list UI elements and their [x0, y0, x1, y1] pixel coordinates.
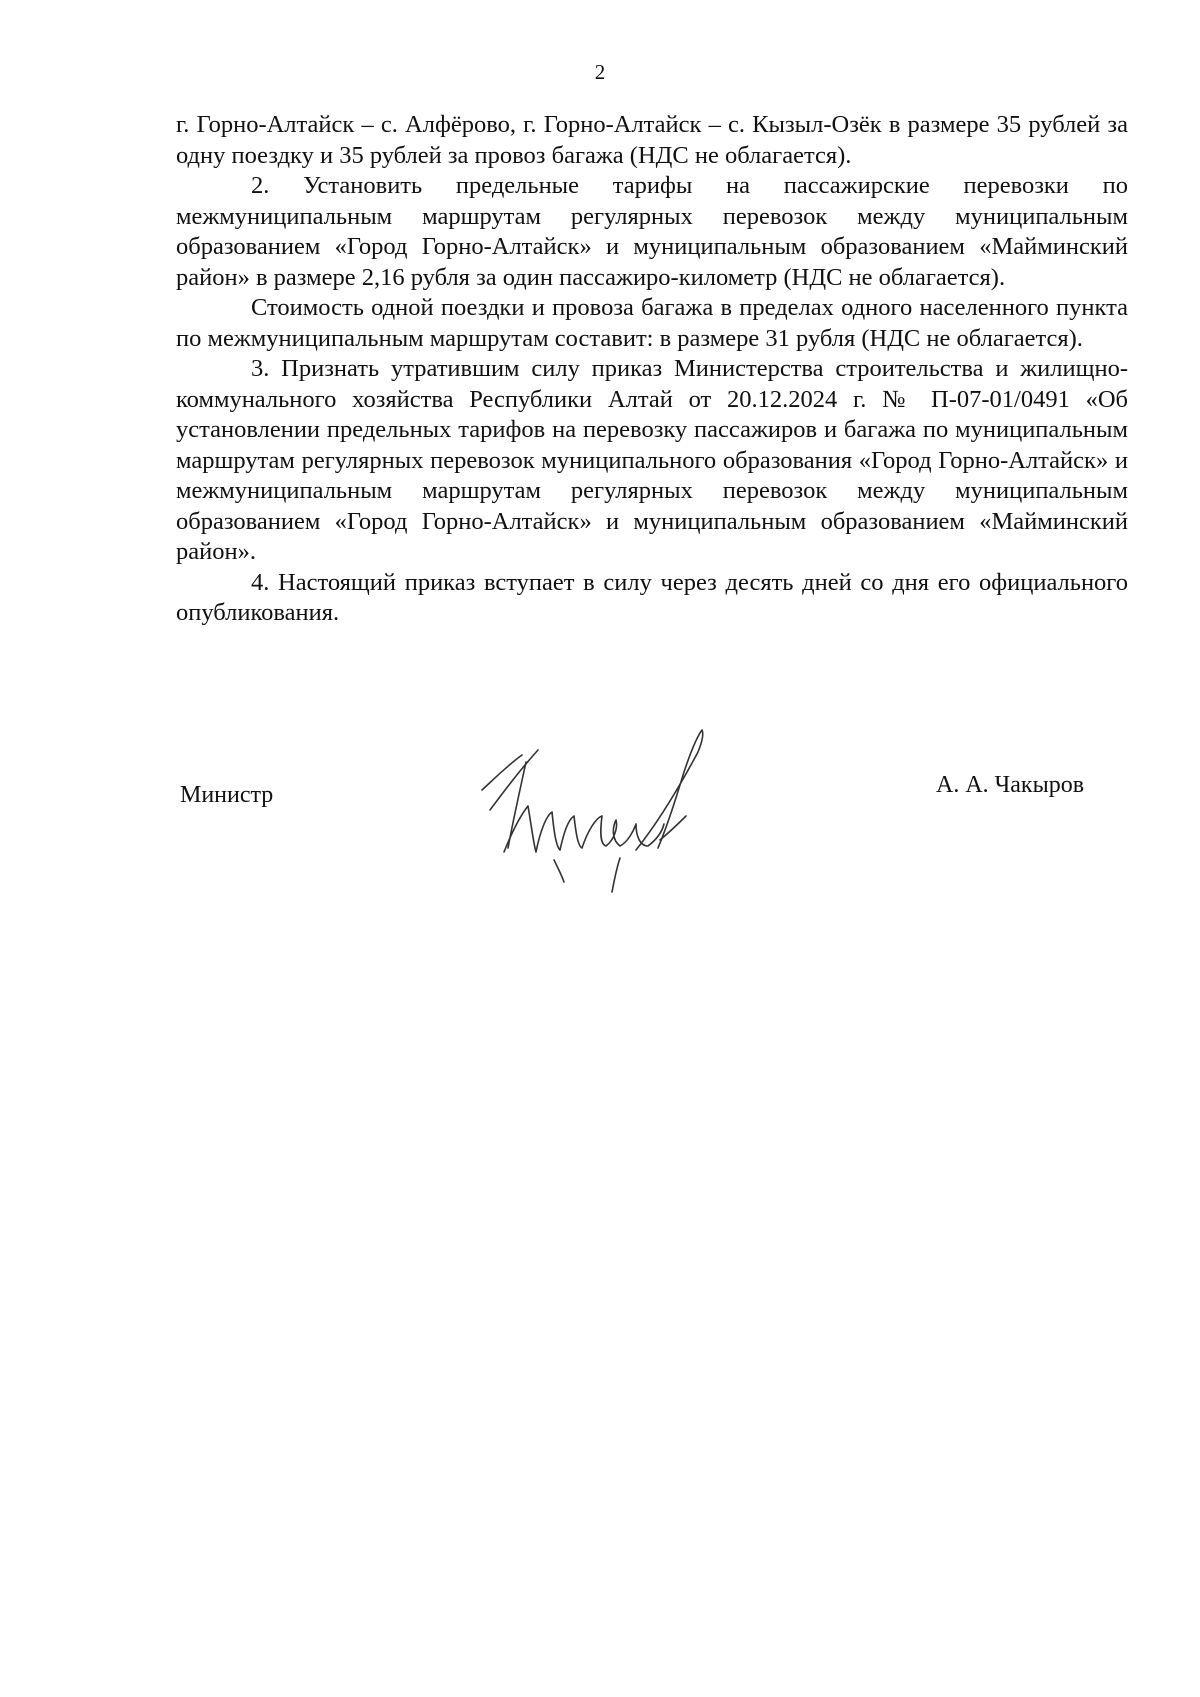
paragraph-item-4: 4. Настоящий приказ вступает в силу через десять дней со дня его официального опубликования. — [176, 568, 1128, 626]
signer-name: А. А. Чакыров — [936, 772, 1085, 798]
paragraph-item-2: 2. Установить предельные тарифы на пассажирские перевозки по межмуниципальным маршрутам регулярных перевозок между муниципальным образованием «Город Горно-Алтайск» и муниципальным образованием «Майминский район» в размере 2,16 рубля за один пассажиро-километр (НДС не облагается). — [176, 172, 1128, 291]
document-body — [176, 110, 1128, 629]
signer-title: Министр — [180, 782, 274, 808]
paragraph-item-3: 3. Признать утратившим силу приказ Министерства строительства и жилищно-коммунального хозяйства Республики Алтай от 20.12.2024 г. № П-07-01/0491 «Об установлении предельных тарифов на перевозку пассажиров и багажа по муниципальным маршрутам регулярных перевозок муниципального образования «Город Горно-Алтайск» и межмуниципальным маршрутам регулярных перевозок между муниципальным образованием «Город Горно-Алтайск» и муниципальным образованием «Майминский район». — [176, 355, 1128, 565]
paragraph-cost: Стоимость одной поездки и провоза багажа в пределах одного населенного пункта по межмуниципальным маршрутам составит: в размере 31 рубля (НДС не облагается). — [176, 294, 1128, 352]
signature-block — [0, 720, 1200, 900]
handwritten-signature — [450, 720, 750, 900]
page-number: 2 — [594, 60, 606, 84]
paragraph-continuation: г. Горно-Алтайск – с. Алфёрово, г. Горно-Алтайск – с. Кызыл-Озёк в размере 35 рублей за одну поездку и 35 рублей за провоз багажа (НДС не облагается). — [176, 111, 1128, 169]
